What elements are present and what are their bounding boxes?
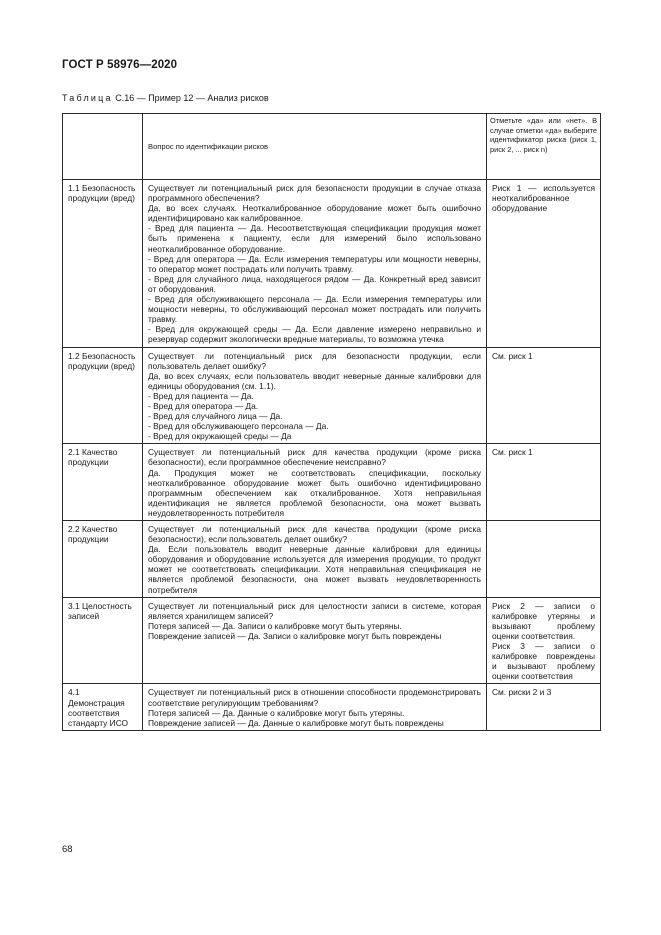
caption-prefix: Таблица <box>62 93 113 103</box>
table-row <box>63 521 601 598</box>
risk-mark-line: Риск 2 — записи о калибровке утеряны и вызывают проблему оценки соответствия. <box>492 600 595 641</box>
row-question <box>143 521 487 598</box>
question-line: - Вред для оператора — Да. Если измерения температуры или мощности неверны, то оператор может пострадать или получить травму. <box>148 253 481 274</box>
question-line: Существует ли потенциальный риск для целостности записи в системе, которая является хранилищем записей? <box>148 600 481 621</box>
question-line: Да. Если пользователь вводит неверные данные калибровки для единицы оборудования и оборудование используется для измерения продукции, то продукт может не соответствовать спецификации. Хотя неправильная спецификация не является проблемой безопасности, она может вызвать неудовлетворенность потребителя <box>148 544 481 595</box>
table-row <box>63 597 601 684</box>
question-line: Существует ли потенциальный риск для качества продукции (кроме риска безопасности), если программное обеспечение неисправно? <box>148 447 481 468</box>
risk-mark-line: См. риски 2 и 3 <box>492 687 552 698</box>
question-line: - Вред для обслуживающего персонала — Да. <box>148 421 329 432</box>
row-category: 1.2 Безопасность продукции (вред) <box>63 347 143 444</box>
row-category: 1.1 Безопасность продукции (вред) <box>63 180 143 348</box>
question-line: - Вред для обслуживающего персонала — Да. Если измерения температуры или мощности неверны, то обслуживающий персонал может пострадать или получить травму. <box>148 294 481 325</box>
question-line: - Вред для пациента — Да. <box>148 390 254 401</box>
question-line: Да, во всех случаях, если пользователь вводит неверные данные калибровки для единицы оборудования (см. 1.1). <box>148 370 481 391</box>
row-risk-mark <box>487 597 601 684</box>
question-line: Потеря записей — Да. Данные о калибровке могут быть утеряны. <box>148 707 405 718</box>
risk-mark-line: См. риск 1 <box>492 447 533 458</box>
question-line: Существует ли потенциальный риск для качества продукции (кроме риска безопасности), если пользователь делает ошибку? <box>148 524 481 545</box>
question-line: - Вред для окружающей среды — Да <box>148 431 292 442</box>
row-question <box>143 180 487 348</box>
risk-mark-line: Риск 3 — записи о калибровке повреждены и вызывают проблему оценки соответствия <box>492 641 595 682</box>
table-caption <box>62 93 269 103</box>
row-question <box>143 347 487 444</box>
row-risk-mark <box>487 347 601 444</box>
row-risk-mark <box>487 180 601 348</box>
row-risk-mark <box>487 684 601 730</box>
row-question <box>143 444 487 521</box>
risk-analysis-table <box>62 113 601 731</box>
question-line: Да. Продукция может не соответствовать спецификации, поскольку неоткалиброванное оборудование может быть ошибочно идентифицировано программным обеспечением как откалиброванное. Хотя неправильная идентификация не является проблемой безопасности, она может вызвать неудовлетворенность потребителя <box>148 467 481 518</box>
table-row <box>63 684 601 730</box>
row-risk-mark <box>487 444 601 521</box>
question-line: - Вред для оператора — Да. <box>148 400 259 411</box>
table-row <box>63 444 601 521</box>
question-line: - Вред для пациента — Да. Несоответствующая спецификации продукция может быть применена к пациенту, если для измерений было использовано неоткалиброванное оборудование. <box>148 223 481 254</box>
question-line: Повреждение записей — Да. Данные о калибровке могут быть повреждены <box>148 717 444 728</box>
row-question <box>143 597 487 684</box>
header-empty-cell <box>63 114 143 180</box>
table-header-row <box>63 114 601 180</box>
row-category: 2.1 Качество продукции <box>63 444 143 521</box>
row-category: 4.1 Демонстрация соответствия стандарту ИСО <box>63 684 143 730</box>
document-header: ГОСТ Р 58976—2020 <box>62 59 178 71</box>
row-risk-mark <box>487 521 601 598</box>
header-mark: Отметьте «да» или «нет». В случае отметки «да» выберите идентификатор риска (риск 1, риск 2, ... риск n) <box>487 114 601 180</box>
row-question <box>143 684 487 730</box>
question-line: Повреждение записей — Да. Записи о калибровке могут быть повреждены <box>148 630 442 641</box>
page-number: 68 <box>62 844 73 855</box>
question-line: Существует ли потенциальный риск в отношении способности продемонстрировать соответствие регулирующим требованиям? <box>148 687 481 708</box>
question-line: - Вред для окружающей среды — Да. Если давление измерено неправильно и резервуар содержит экологически вредные материалы, то возможна утечка <box>148 324 481 345</box>
risk-mark-line: См. риск 1 <box>492 350 533 361</box>
question-line: Существует ли потенциальный риск для безопасности продукции, если пользователь делает ошибку? <box>148 350 481 371</box>
question-line: - Вред для случайного лица — Да. <box>148 411 283 422</box>
question-line: Существует ли потенциальный риск для безопасности продукции в случае отказа программного обеспечения? <box>148 183 481 204</box>
question-line: - Вред для случайного лица, находящегося рядом — Да. Конкретный вред зависит от оборудования. <box>148 273 481 294</box>
table-row <box>63 347 601 444</box>
caption-title: С.16 — Пример 12 — Анализ рисков <box>112 93 269 103</box>
question-line: Да, во всех случаях. Неоткалиброванное оборудование может быть ошибочно идентифицировано как калиброванное. <box>148 203 481 224</box>
risk-mark-line: Риск 1 — используется неоткалиброванное оборудование <box>492 183 595 214</box>
row-category: 2.2 Качество продукции <box>63 521 143 598</box>
header-question: Вопрос по идентификации рисков <box>143 114 487 180</box>
question-line: Потеря записей — Да. Записи о калибровке могут быть утеряны. <box>148 620 402 631</box>
row-category: 3.1 Целостность записей <box>63 597 143 684</box>
table-row <box>63 180 601 348</box>
